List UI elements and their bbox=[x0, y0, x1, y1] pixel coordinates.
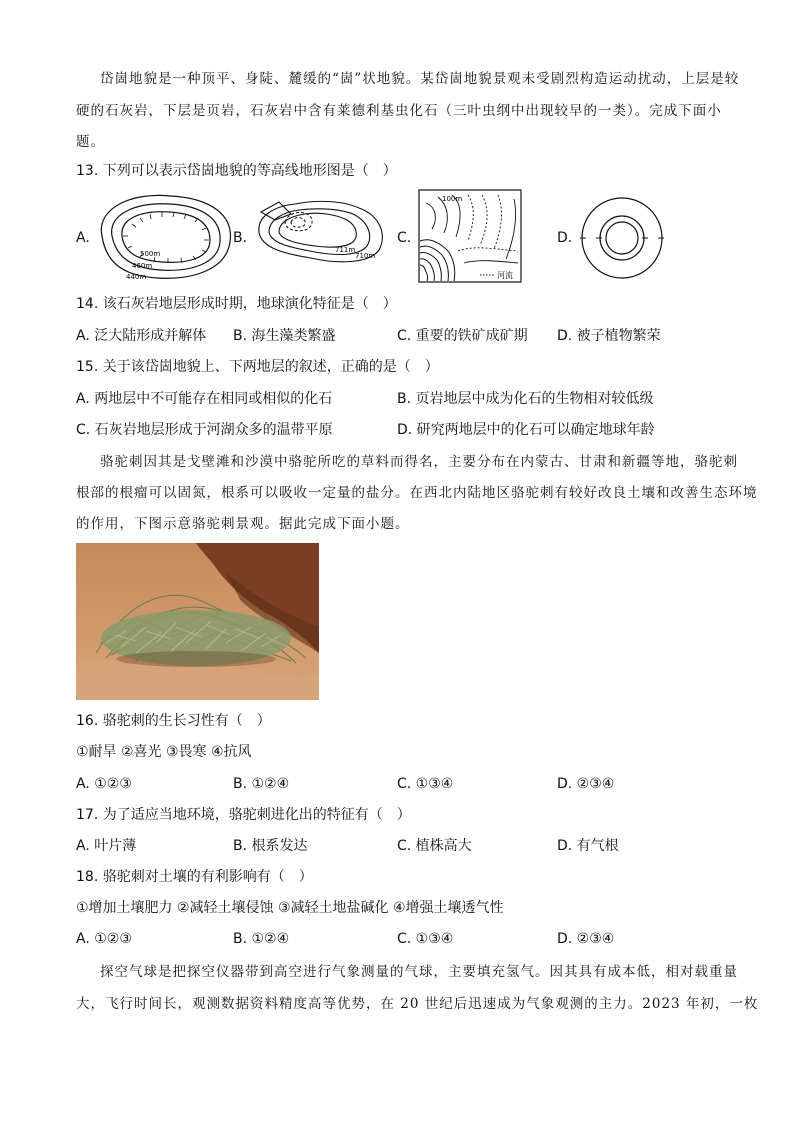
passage2-line3: 的作用，下图示意骆驼刺景观。据此完成下面小题。 bbox=[76, 516, 410, 532]
map-a-contour-500: 500m bbox=[140, 250, 161, 258]
passage2-line2: 根部的根瘤可以固氮，根系可以吸收一定量的盐分。在西北内陆地区骆驼刺有较好改良土壤和改善生态环境 bbox=[76, 485, 758, 501]
q14-stem: 14. 该石灰岩地层形成时期，地球演化特征是（ ） bbox=[76, 296, 397, 312]
q16-option-a[interactable]: A. ①②③ bbox=[76, 776, 132, 792]
q13-label-b: B. bbox=[233, 230, 248, 246]
map-a-contour-460: 460m bbox=[132, 262, 153, 270]
q13-map-a bbox=[92, 190, 240, 282]
q18-option-b[interactable]: B. ①②④ bbox=[233, 931, 290, 947]
q18-stem: 18. 骆驼刺对土壤的有利影响有（ ） bbox=[76, 869, 313, 885]
passage2-line1: 骆驼刺因其是戈壁滩和沙漠中骆驼所吃的草料而得名，主要分布在内蒙古、甘肃和新疆等地，骆驼刺 bbox=[100, 454, 738, 470]
q16-option-d[interactable]: D. ②③④ bbox=[557, 776, 615, 792]
q16-items: ①耐旱 ②喜光 ③畏寒 ④抗风 bbox=[76, 744, 252, 760]
q18-option-d[interactable]: D. ②③④ bbox=[557, 931, 615, 947]
q14-option-a[interactable]: A. 泛大陆形成并解体 bbox=[76, 328, 207, 344]
q13-map-c bbox=[418, 189, 522, 283]
q17-option-d[interactable]: D. 有气根 bbox=[557, 838, 619, 854]
q16-option-c[interactable]: C. ①③④ bbox=[397, 776, 454, 792]
q17-option-b[interactable]: B. 根系发达 bbox=[233, 838, 308, 854]
map-c-legend-river: 河流 bbox=[497, 271, 513, 280]
q14-option-d[interactable]: D. 被子植物繁荣 bbox=[557, 328, 661, 344]
q15-option-d[interactable]: D. 研究两地层中的化石可以确定地球年龄 bbox=[397, 422, 655, 438]
q15-option-c[interactable]: C. 石灰岩地层形成于河湖众多的温带平原 bbox=[76, 422, 333, 438]
q18-option-c[interactable]: C. ①③④ bbox=[397, 931, 454, 947]
map-a-contour-440: 440m bbox=[126, 273, 147, 281]
q15-stem: 15. 关于该岱崮地貌上、下两地层的叙述，正确的是（ ） bbox=[76, 359, 439, 375]
passage1-line1: 岱崮地貌是一种顶平、身陡、麓缓的“崮”状地貌。某岱崮地貌景观未受剧烈构造运动扰动，上层是较 bbox=[100, 71, 740, 87]
camelthorn-photo bbox=[76, 543, 319, 700]
passage1-line3: 题。 bbox=[76, 134, 105, 150]
map-b-contour-710: 710m bbox=[355, 252, 376, 260]
q14-option-c[interactable]: C. 重要的铁矿成矿期 bbox=[397, 328, 528, 344]
q13-stem: 13. 下列可以表示岱崮地貌的等高线地形图是（ ） bbox=[76, 163, 397, 179]
q17-option-c[interactable]: C. 植株高大 bbox=[397, 838, 472, 854]
q13-label-d: D. bbox=[557, 230, 573, 246]
q16-option-b[interactable]: B. ①②④ bbox=[233, 776, 290, 792]
map-c-contour-100: 100m bbox=[442, 195, 463, 203]
q18-option-a[interactable]: A. ①②③ bbox=[76, 931, 132, 947]
q13-label-c: C. bbox=[397, 230, 412, 246]
q13-map-b bbox=[255, 192, 390, 266]
q17-stem: 17. 为了适应当地环境，骆驼刺进化出的特征有（ ） bbox=[76, 807, 411, 823]
q13-map-d bbox=[578, 194, 666, 282]
passage3-line2: 大，飞行时间长，观测数据资料精度高等优势，在 20 世纪后迅速成为气象观测的主力。2023 年初，一枚 bbox=[76, 996, 759, 1012]
q16-stem: 16. 骆驼刺的生长习性有（ ） bbox=[76, 713, 271, 729]
q13-label-a: A. bbox=[76, 230, 90, 246]
q15-option-a[interactable]: A. 两地层中不可能存在相同或相似的化石 bbox=[76, 391, 333, 407]
q15-option-b[interactable]: B. 页岩地层中成为化石的生物相对较低级 bbox=[397, 391, 654, 407]
q18-items: ①增加土壤肥力 ②减轻土壤侵蚀 ③减轻土地盐碱化 ④增强土壤透气性 bbox=[76, 900, 504, 916]
map-b-contour-711: 711m bbox=[335, 246, 356, 254]
q14-option-b[interactable]: B. 海生藻类繁盛 bbox=[233, 328, 336, 344]
passage1-line2: 硬的石灰岩，下层是页岩，石灰岩中含有莱德利基虫化石（三叶虫纲中出现较早的一类）。完成下面小 bbox=[76, 103, 722, 119]
q17-option-a[interactable]: A. 叶片薄 bbox=[76, 838, 137, 854]
passage3-line1: 探空气球是把探空仪器带到高空进行气象测量的气球，主要填充氢气。因其具有成本低，相对载重量 bbox=[100, 964, 738, 980]
